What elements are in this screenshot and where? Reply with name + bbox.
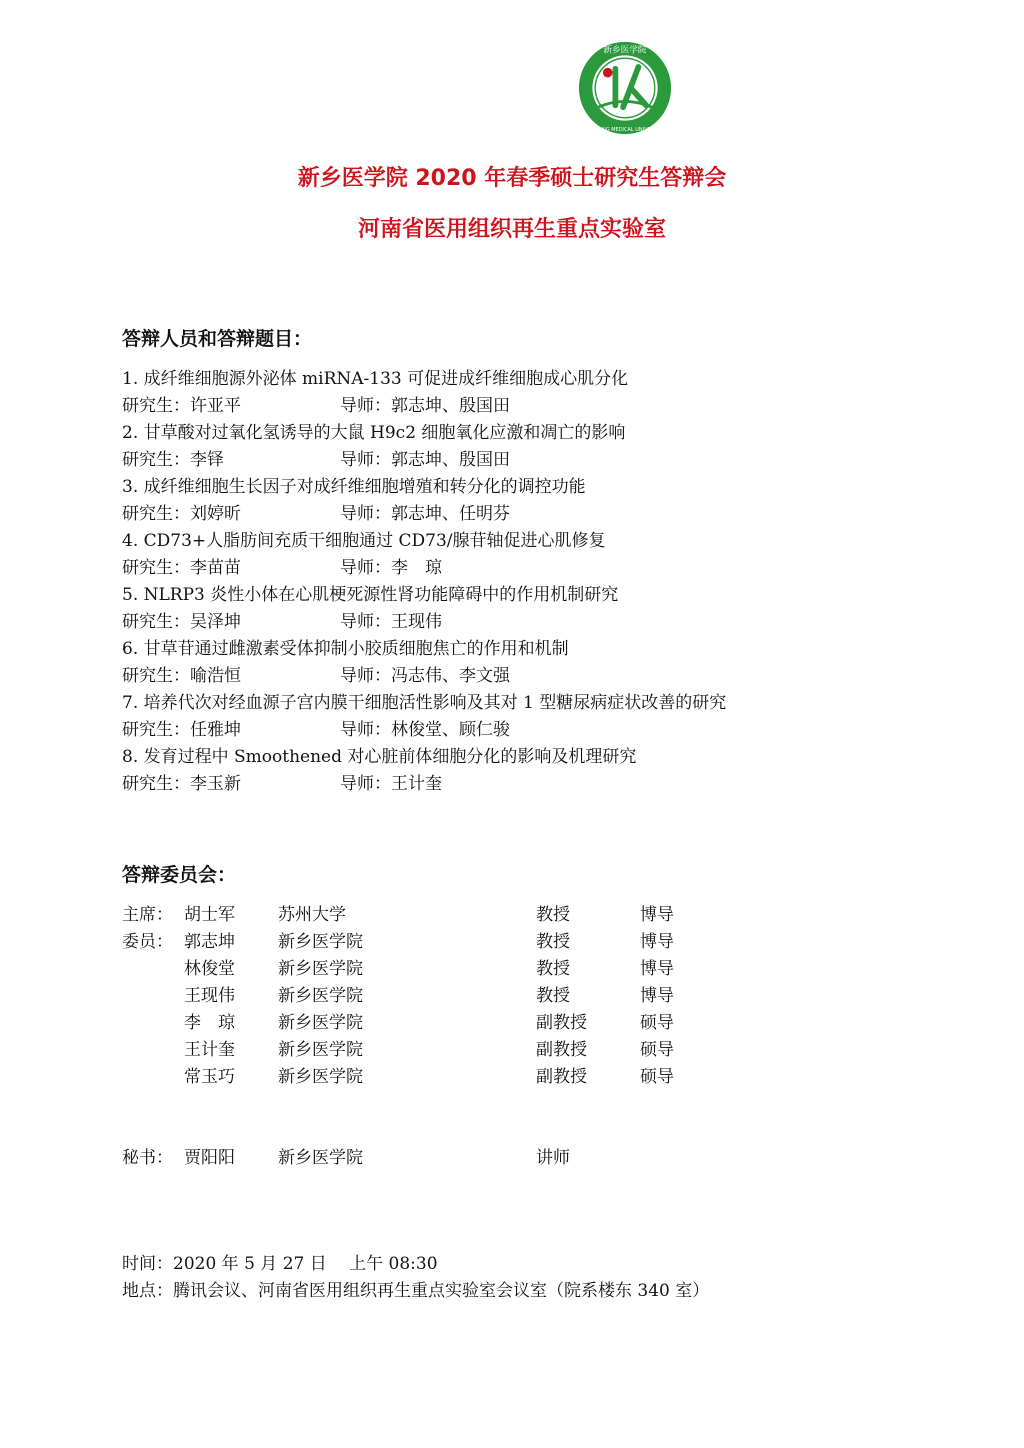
meeting-place: 地点：腾讯会议、河南省医用组织再生重点实验室会议室（院系楼东 340 室） <box>122 1281 710 1301</box>
committee-row <box>122 984 822 1008</box>
student-7: 研究生：任雅坤 <box>122 720 241 740</box>
member-rank: 教授 <box>536 986 570 1006</box>
secretary-rank: 讲师 <box>536 1148 570 1168</box>
tutor-5: 导师：王现伟 <box>340 612 442 632</box>
member-rank: 教授 <box>536 905 570 925</box>
member-name: 王现伟 <box>184 986 235 1006</box>
secretary-org: 新乡医学院 <box>278 1148 363 1168</box>
member-org: 苏州大学 <box>278 905 346 925</box>
member-org: 新乡医学院 <box>278 932 363 952</box>
student-row-3 <box>122 502 510 526</box>
member-rank: 副教授 <box>536 1040 587 1060</box>
topic-8: 8. 发育过程中 Smoothened 对心脏前体细胞分化的影响及机理研究 <box>122 747 637 767</box>
secretary-role: 秘书： <box>122 1148 173 1168</box>
page-subtitle: 河南省医用组织再生重点实验室 <box>357 217 666 242</box>
member-name: 李 琼 <box>184 1013 235 1033</box>
member-degree: 硕导 <box>640 1067 674 1087</box>
member-rank: 教授 <box>536 959 570 979</box>
tutor-1: 导师：郭志坤、殷国田 <box>340 396 510 416</box>
tutor-7: 导师：林俊堂、顾仁骏 <box>340 720 510 740</box>
member-name: 胡士军 <box>184 905 235 925</box>
member-degree: 博导 <box>640 932 674 952</box>
student-row-5 <box>122 610 442 634</box>
tutor-8: 导师：王计奎 <box>340 774 442 794</box>
student-2: 研究生：李铎 <box>122 450 224 470</box>
member-name: 林俊堂 <box>184 959 235 979</box>
student-1: 研究生：许亚平 <box>122 396 241 416</box>
student-row-2 <box>122 448 510 472</box>
committee-row <box>122 1011 822 1035</box>
committee-row <box>122 957 822 981</box>
member-org: 新乡医学院 <box>278 1067 363 1087</box>
member-rank: 副教授 <box>536 1067 587 1087</box>
member-degree: 硕导 <box>640 1013 674 1033</box>
member-degree: 硕导 <box>640 1040 674 1060</box>
member-degree: 博导 <box>640 986 674 1006</box>
member-name: 郭志坤 <box>184 932 235 952</box>
committee-row <box>122 1065 822 1089</box>
topic-6: 6. 甘草苷通过雌激素受体抑制小胶质细胞焦亡的作用和机制 <box>122 639 569 659</box>
member-name: 常玉巧 <box>184 1067 235 1087</box>
logo-text-top: 新乡医学院 <box>603 45 647 56</box>
secretary-row <box>122 1146 822 1170</box>
member-org: 新乡医学院 <box>278 1013 363 1033</box>
topic-1: 1. 成纤维细胞源外泌体 miRNA-133 可促进成纤维细胞成心肌分化 <box>122 369 629 389</box>
member-rank: 副教授 <box>536 1013 587 1033</box>
member-org: 新乡医学院 <box>278 959 363 979</box>
student-3: 研究生：刘婷昕 <box>122 504 241 524</box>
defense-heading: 答辩人员和答辩题目： <box>122 328 313 350</box>
student-4: 研究生：李苗苗 <box>122 558 241 578</box>
topic-7: 7. 培养代次对经血源子宫内膜干细胞活性影响及其对 1 型糖尿病症状改善的研究 <box>122 693 727 713</box>
topic-3: 3. 成纤维细胞生长因子对成纤维细胞增殖和转分化的调控功能 <box>122 477 586 497</box>
logo-text-bottom: XINXIANG MEDICAL UNIVERSITY <box>585 127 665 134</box>
student-row-7 <box>122 718 510 742</box>
committee-row <box>122 903 822 927</box>
committee-heading: 答辩委员会： <box>122 864 237 886</box>
tutor-4: 导师：李 琼 <box>340 558 442 578</box>
tutor-6: 导师：冯志伟、李文强 <box>340 666 510 686</box>
topic-2: 2. 甘草酸对过氧化氢诱导的大鼠 H9c2 细胞氧化应激和凋亡的影响 <box>122 423 626 443</box>
member-org: 新乡医学院 <box>278 986 363 1006</box>
student-5: 研究生：吴泽坤 <box>122 612 241 632</box>
meeting-time: 时间：2020 年 5 月 27 日 上午 08:30 <box>122 1254 438 1274</box>
tutor-2: 导师：郭志坤、殷国田 <box>340 450 510 470</box>
member-name: 王计奎 <box>184 1040 235 1060</box>
student-row-4 <box>122 556 442 580</box>
student-row-8 <box>122 772 442 796</box>
member-rank: 教授 <box>536 932 570 952</box>
member-degree: 博导 <box>640 905 674 925</box>
university-logo-icon <box>577 40 673 136</box>
topic-5: 5. NLRP3 炎性小体在心肌梗死源性肾功能障碍中的作用机制研究 <box>122 585 619 605</box>
committee-row <box>122 1038 822 1062</box>
member-role: 主席： <box>122 905 173 925</box>
tutor-3: 导师：郭志坤、任明芬 <box>340 504 510 524</box>
member-org: 新乡医学院 <box>278 1040 363 1060</box>
student-8: 研究生：李玉新 <box>122 774 241 794</box>
student-row-6 <box>122 664 510 688</box>
student-row-1 <box>122 394 510 418</box>
member-role: 委员： <box>122 932 173 952</box>
student-6: 研究生：喻浩恒 <box>122 666 241 686</box>
secretary-name: 贾阳阳 <box>184 1148 235 1168</box>
topic-4: 4. CD73+人脂肪间充质干细胞通过 CD73/腺苷轴促进心肌修复 <box>122 531 606 551</box>
committee-row <box>122 930 822 954</box>
member-degree: 博导 <box>640 959 674 979</box>
page-title: 新乡医学院 2020 年春季硕士研究生答辩会 <box>297 166 727 191</box>
